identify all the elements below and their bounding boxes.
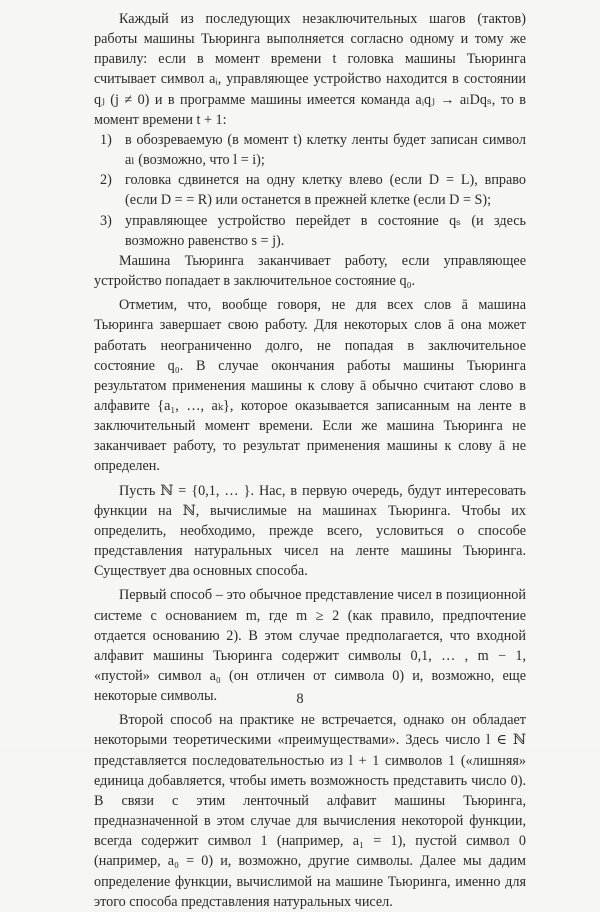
paragraph-naturals: Пусть ℕ = {0,1, … }. Нас, в первую очередь, будут интересовать функции на ℕ, вычислимые на машинах Тьюринга. Чтобы их определить, необходимо, прежде всего, условиться о способе представления натуральных чисел на ленте машины Тьюринга. Существует два основных способа.: [94, 482, 526, 580]
list-item: [94, 130, 526, 170]
list-item: [94, 170, 526, 210]
list-item-number: 3): [100, 212, 112, 229]
list-item-text: в обозреваемую (в момент t) клетку ленты будет записан символ aₗ (возможно, что l = i);: [125, 131, 526, 169]
paragraph-result: Отметим, что, вообще говоря, не для всех слов ā машина Тьюринга завершает свою работу. Для некоторых слов ā она может работать неограниченно долго, не попадая в заключительное состояние q₀. В случае окончания работы машины Тьюринга результатом применения машины к слову ā обычно считают слово в алфавите {a₁, …, aₖ}, которое оказывается записанным на ленте в заключительный момент времени. Если же машина Тьюринга не заканчивает работу, то результат применения машины к слову ā не определен.: [94, 297, 526, 475]
paragraph-termination: Машина Тьюринга заканчивает работу, если управляющее устройство попадает в заключительное состояние q₀.: [94, 252, 526, 290]
list-item-text: управляющее устройство перейдет в состояние qₛ (и здесь возможно равенство s = j).: [125, 212, 526, 249]
list-item: [94, 211, 526, 251]
paragraph-step-rule: Каждый из последующих незаключительных шагов (тактов) работы машины Тьюринга выполняется согласно одному и тому же правилу: если в момент времени t головка машины Тьюринга считывает символ aᵢ, управляющее устройство находится в состоянии qⱼ (j ≠ 0) и в программе машины имеется команда aᵢqⱼ → aₗDqₛ, то в момент времени t + 1:: [94, 11, 526, 128]
page-number: 8: [296, 691, 304, 707]
list-item-number: 1): [100, 131, 112, 148]
step-rule-list: [94, 130, 526, 251]
list-item-text: головка сдвинется на одну клетку влево (если D = L), вправо (если D = = R) или останется в прежней клетке (если D = S);: [125, 172, 526, 209]
paragraph-first-method: Первый способ – это обычное представление чисел в позиционной системе с основанием m, где m ≥ 2 (как правило, предпочтение отдается основанию 2). В этом случае предполагается, что входной алфавит машины Тьюринга содержит символы 0,1, … , m − 1, «пустой» символ a₀ (он отличен от символа 0) и, возможно, еще некоторые символы.: [94, 587, 526, 705]
paragraph-second-method: Второй способ на практике не встречается, однако он обладает некоторыми теоретическими «преимуществами». Здесь число l ∈ ℕ представляется последовательностью из l + 1 символов 1 («лишняя» единица добавляется, чтобы иметь возможность представить число 0). В связи с этим ленточный алфавит машины Тьюринга, предназначенной в этом случае для вычисления некоторой функции, всегда содержит символ 1 (например, a₁ = 1), пустой символ 0 (например, a₀ = 0) и, возможно, другие символы. Далее мы дадим определение функции, вычислимой на машине Тьюринга, именно для этого способа представления натуральных чисел.: [94, 712, 526, 910]
body-text: [94, 9, 526, 912]
list-item-number: 2): [100, 172, 112, 189]
